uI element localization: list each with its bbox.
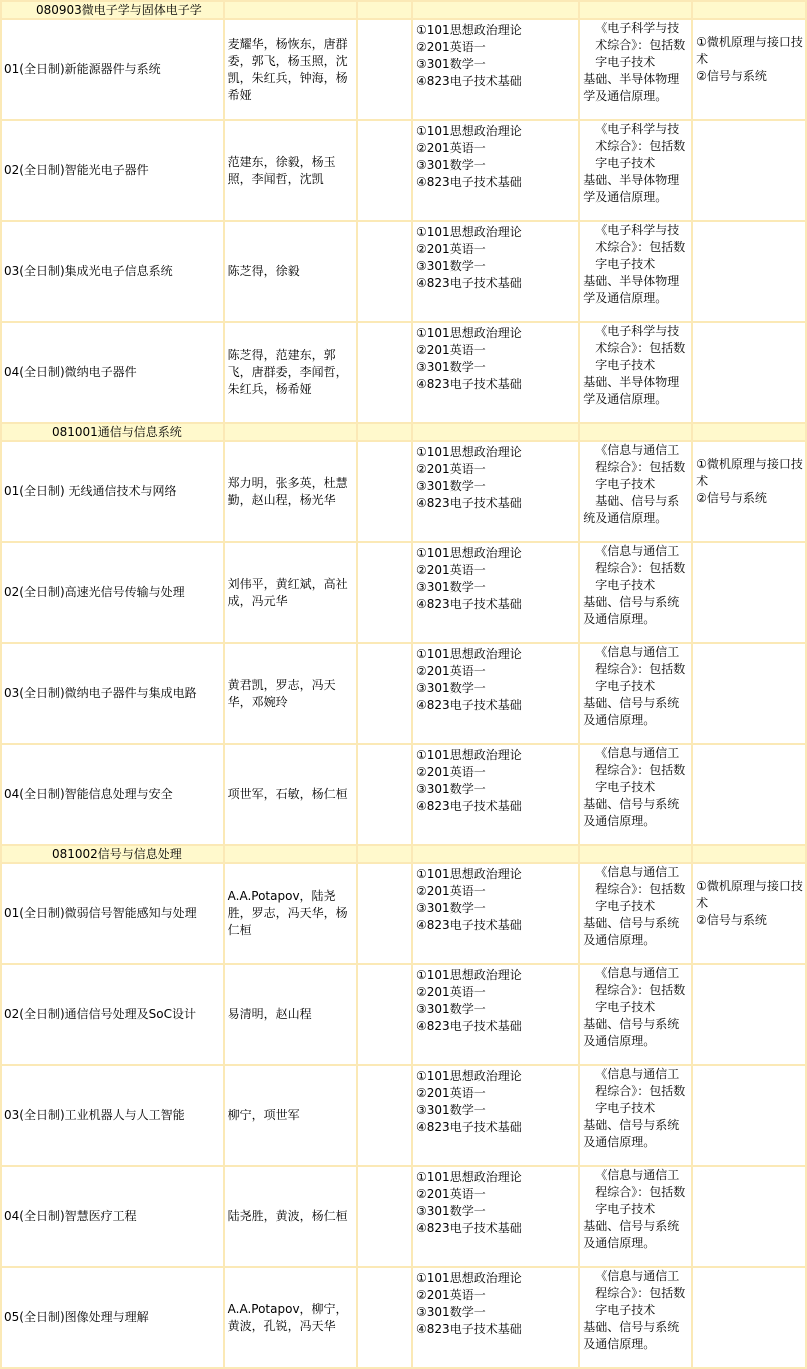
section-header-row bbox=[2, 2, 805, 18]
advisors: 黄君凯，罗志，冯天华，邓婉玲 bbox=[225, 644, 356, 743]
exam-scope-text: 基础、半导体物理学及通信原理。 bbox=[583, 173, 680, 204]
exam-subject: ①101思想政治理论 bbox=[416, 124, 522, 138]
exam-scope-text: 基础、信号与系统及通信原理。 bbox=[583, 1017, 680, 1048]
exam-scope bbox=[580, 745, 691, 844]
retest-subject: ①微机原理与接口技术 bbox=[696, 879, 803, 910]
exam-subject: ①101思想政治理论 bbox=[416, 1170, 522, 1184]
exam-scope-text: 《信息与通信工程综合》：包括数字电子技术 bbox=[595, 1067, 686, 1115]
exam-subject: ④823电子技术基础 bbox=[416, 377, 522, 391]
exam-subject: ③301数学一 bbox=[416, 782, 486, 796]
exam-subject: ①101思想政治理论 bbox=[416, 225, 522, 239]
exam-scope bbox=[580, 20, 691, 119]
table-row bbox=[2, 442, 805, 541]
table-row bbox=[2, 121, 805, 220]
advisors: A.A.Potapov，陆尧胜，罗志，冯天华，杨仁桓 bbox=[225, 864, 356, 963]
section-blank-cell bbox=[580, 846, 691, 862]
retest-subjects bbox=[693, 222, 805, 321]
blank-cell bbox=[358, 1066, 411, 1165]
exam-scope-text: 基础、信号与系统及通信原理。 bbox=[583, 1320, 680, 1351]
exam-subjects bbox=[413, 323, 578, 422]
exam-subject: ①101思想政治理论 bbox=[416, 23, 522, 37]
section-title: 081001通信与信息系统 bbox=[2, 424, 223, 440]
exam-subject: ②201英语一 bbox=[416, 141, 486, 155]
section-blank-cell bbox=[693, 2, 805, 18]
table-row bbox=[2, 745, 805, 844]
table-row bbox=[2, 1268, 805, 1367]
exam-subject: ①101思想政治理论 bbox=[416, 748, 522, 762]
retest-subjects bbox=[693, 121, 805, 220]
exam-scope bbox=[580, 1066, 691, 1165]
exam-scope-text: 《电子科学与技术综合》：包括数字电子技术 bbox=[595, 21, 686, 69]
exam-scope-text: 《信息与通信工程综合》：包括数字电子技术 bbox=[595, 443, 686, 491]
exam-subject: ①101思想政治理论 bbox=[416, 546, 522, 560]
exam-subjects bbox=[413, 20, 578, 119]
section-blank-cell bbox=[225, 846, 356, 862]
exam-subject: ①101思想政治理论 bbox=[416, 968, 522, 982]
exam-scope-text: 基础、信号与系统及通信原理。 bbox=[583, 916, 680, 947]
exam-scope-text: 《信息与通信工程综合》：包括数字电子技术 bbox=[595, 966, 686, 1014]
retest-subjects bbox=[693, 1066, 805, 1165]
research-direction: 03(全日制)集成光电子信息系统 bbox=[2, 222, 223, 321]
section-blank-cell bbox=[358, 424, 411, 440]
table-body bbox=[2, 2, 805, 1367]
exam-scope bbox=[580, 1268, 691, 1367]
exam-scope-text: 《信息与通信工程综合》：包括数字电子技术 bbox=[595, 746, 686, 794]
table-row bbox=[2, 644, 805, 743]
blank-cell bbox=[358, 864, 411, 963]
exam-scope-text: 基础、信号与系统及通信原理。 bbox=[583, 595, 680, 626]
retest-subject: ②信号与系统 bbox=[696, 913, 767, 927]
exam-subject: ③301数学一 bbox=[416, 580, 486, 594]
exam-subject: ①101思想政治理论 bbox=[416, 1271, 522, 1285]
exam-subject: ④823电子技术基础 bbox=[416, 1120, 522, 1134]
section-blank-cell bbox=[413, 846, 578, 862]
exam-subjects bbox=[413, 121, 578, 220]
advisors: 郑力明，张多英，杜慧勤，赵山程，杨光华 bbox=[225, 442, 356, 541]
blank-cell bbox=[358, 745, 411, 844]
exam-subject: ③301数学一 bbox=[416, 360, 486, 374]
exam-scope-text: 基础、信号与系统及通信原理。 bbox=[583, 1118, 680, 1149]
research-direction: 01(全日制) 无线通信技术与网络 bbox=[2, 442, 223, 541]
exam-subjects bbox=[413, 1066, 578, 1165]
exam-scope-text: 基础、信号与系统及通信原理。 bbox=[583, 797, 680, 828]
section-title: 080903微电子学与固体电子学 bbox=[2, 2, 223, 18]
exam-subjects bbox=[413, 644, 578, 743]
exam-subject: ④823电子技术基础 bbox=[416, 799, 522, 813]
exam-subjects bbox=[413, 1167, 578, 1266]
advisors: 陈芝得，范建东，郭飞，唐群委，李闻哲，朱红兵，杨希娅 bbox=[225, 323, 356, 422]
section-blank-cell bbox=[225, 2, 356, 18]
exam-subject: ④823电子技术基础 bbox=[416, 698, 522, 712]
exam-subject: ②201英语一 bbox=[416, 343, 486, 357]
advisors: 柳宁，项世军 bbox=[225, 1066, 356, 1165]
blank-cell bbox=[358, 222, 411, 321]
section-header-row bbox=[2, 846, 805, 862]
exam-subject: ③301数学一 bbox=[416, 479, 486, 493]
section-header-row bbox=[2, 424, 805, 440]
exam-scope-text: 基础、信号与系统及通信原理。 bbox=[583, 696, 680, 727]
retest-subjects bbox=[693, 442, 805, 541]
blank-cell bbox=[358, 644, 411, 743]
section-blank-cell bbox=[413, 2, 578, 18]
section-blank-cell bbox=[580, 2, 691, 18]
table-row bbox=[2, 222, 805, 321]
research-direction: 04(全日制)微纳电子器件 bbox=[2, 323, 223, 422]
exam-scope-text: 基础、半导体物理学及通信原理。 bbox=[583, 274, 680, 305]
research-direction: 03(全日制)工业机器人与人工智能 bbox=[2, 1066, 223, 1165]
exam-scope-text: 《信息与通信工程综合》：包括数字电子技术 bbox=[595, 1269, 686, 1317]
research-direction: 04(全日制)智能信息处理与安全 bbox=[2, 745, 223, 844]
exam-scope-text: 基础、半导体物理学及通信原理。 bbox=[583, 72, 680, 103]
research-direction: 01(全日制)新能源器件与系统 bbox=[2, 20, 223, 119]
research-direction: 02(全日制)通信信号处理及SoC设计 bbox=[2, 965, 223, 1064]
exam-subjects bbox=[413, 745, 578, 844]
retest-subject: ②信号与系统 bbox=[696, 491, 767, 505]
blank-cell bbox=[358, 1167, 411, 1266]
exam-scope-text: 基础、半导体物理学及通信原理。 bbox=[583, 375, 680, 406]
exam-scope-text: 基础、信号与系统及通信原理。 bbox=[583, 1219, 680, 1250]
advisors: 范建东，徐毅，杨玉照，李闻哲，沈凯 bbox=[225, 121, 356, 220]
advisors: 刘伟平，黄红斌，高社成，冯元华 bbox=[225, 543, 356, 642]
exam-subject: ④823电子技术基础 bbox=[416, 1322, 522, 1336]
exam-subject: ②201英语一 bbox=[416, 242, 486, 256]
retest-subjects bbox=[693, 965, 805, 1064]
retest-subjects bbox=[693, 644, 805, 743]
exam-subject: ②201英语一 bbox=[416, 563, 486, 577]
exam-scope bbox=[580, 1167, 691, 1266]
exam-scope-text: 《电子科学与技术综合》：包括数字电子技术 bbox=[595, 324, 686, 372]
section-blank-cell bbox=[693, 424, 805, 440]
exam-scope bbox=[580, 644, 691, 743]
exam-scope bbox=[580, 864, 691, 963]
exam-subject: ①101思想政治理论 bbox=[416, 445, 522, 459]
section-blank-cell bbox=[358, 2, 411, 18]
exam-scope bbox=[580, 965, 691, 1064]
retest-subjects bbox=[693, 1268, 805, 1367]
exam-scope bbox=[580, 442, 691, 541]
exam-subject: ①101思想政治理论 bbox=[416, 647, 522, 661]
research-direction: 04(全日制)智慧医疗工程 bbox=[2, 1167, 223, 1266]
exam-subject: ③301数学一 bbox=[416, 901, 486, 915]
section-title: 081002信号与信息处理 bbox=[2, 846, 223, 862]
table-row bbox=[2, 1167, 805, 1266]
exam-subject: ③301数学一 bbox=[416, 259, 486, 273]
retest-subjects bbox=[693, 864, 805, 963]
table-row bbox=[2, 543, 805, 642]
research-direction: 01(全日制)微弱信号智能感知与处理 bbox=[2, 864, 223, 963]
retest-subjects bbox=[693, 323, 805, 422]
exam-subject: ②201英语一 bbox=[416, 1288, 486, 1302]
research-direction: 02(全日制)高速光信号传输与处理 bbox=[2, 543, 223, 642]
section-blank-cell bbox=[358, 846, 411, 862]
blank-cell bbox=[358, 1268, 411, 1367]
retest-subjects bbox=[693, 543, 805, 642]
exam-subject: ②201英语一 bbox=[416, 1187, 486, 1201]
exam-subjects bbox=[413, 864, 578, 963]
table-row bbox=[2, 20, 805, 119]
section-blank-cell bbox=[225, 424, 356, 440]
section-blank-cell bbox=[580, 424, 691, 440]
retest-subject: ②信号与系统 bbox=[696, 69, 767, 83]
exam-scope-text: 《信息与通信工程综合》：包括数字电子技术 bbox=[595, 1168, 686, 1216]
exam-scope-text: 《电子科学与技术综合》：包括数字电子技术 bbox=[595, 122, 686, 170]
blank-cell bbox=[358, 323, 411, 422]
section-blank-cell bbox=[413, 424, 578, 440]
advisors: 陈芝得，徐毅 bbox=[225, 222, 356, 321]
exam-subjects bbox=[413, 222, 578, 321]
exam-subject: ④823电子技术基础 bbox=[416, 74, 522, 88]
exam-subjects bbox=[413, 1268, 578, 1367]
exam-subject: ①101思想政治理论 bbox=[416, 867, 522, 881]
exam-subject: ③301数学一 bbox=[416, 57, 486, 71]
exam-subject: ①101思想政治理论 bbox=[416, 326, 522, 340]
blank-cell bbox=[358, 965, 411, 1064]
table-row bbox=[2, 965, 805, 1064]
research-direction: 05(全日制)图像处理与理解 bbox=[2, 1268, 223, 1367]
exam-subject: ②201英语一 bbox=[416, 1086, 486, 1100]
research-direction: 02(全日制)智能光电子器件 bbox=[2, 121, 223, 220]
exam-subject: ④823电子技术基础 bbox=[416, 276, 522, 290]
exam-subjects bbox=[413, 442, 578, 541]
exam-subject: ④823电子技术基础 bbox=[416, 1221, 522, 1235]
exam-subject: ③301数学一 bbox=[416, 158, 486, 172]
table-row bbox=[2, 323, 805, 422]
exam-scope bbox=[580, 222, 691, 321]
exam-subject: ③301数学一 bbox=[416, 1103, 486, 1117]
section-blank-cell bbox=[693, 846, 805, 862]
advisors: 麦耀华，杨恢东，唐群委，郭飞，杨玉照，沈凯，朱红兵，钟海，杨希娅 bbox=[225, 20, 356, 119]
exam-subject: ④823电子技术基础 bbox=[416, 1019, 522, 1033]
exam-subject: ④823电子技术基础 bbox=[416, 496, 522, 510]
advisors: 陆尧胜，黄波，杨仁桓 bbox=[225, 1167, 356, 1266]
retest-subject: ①微机原理与接口技术 bbox=[696, 35, 803, 66]
research-direction: 03(全日制)微纳电子器件与集成电路 bbox=[2, 644, 223, 743]
exam-scope bbox=[580, 323, 691, 422]
exam-subject: ②201英语一 bbox=[416, 765, 486, 779]
advisors: 易清明，赵山程 bbox=[225, 965, 356, 1064]
blank-cell bbox=[358, 442, 411, 541]
exam-subject: ③301数学一 bbox=[416, 1204, 486, 1218]
exam-scope-text: 《信息与通信工程综合》：包括数字电子技术 bbox=[595, 645, 686, 693]
retest-subjects bbox=[693, 1167, 805, 1266]
blank-cell bbox=[358, 121, 411, 220]
exam-scope-text: 基础、信号与系统及通信原理。 bbox=[583, 494, 680, 525]
advisors: 项世军，石敏，杨仁桓 bbox=[225, 745, 356, 844]
exam-subject: ②201英语一 bbox=[416, 40, 486, 54]
exam-subject: ②201英语一 bbox=[416, 985, 486, 999]
blank-cell bbox=[358, 20, 411, 119]
exam-subject: ③301数学一 bbox=[416, 1002, 486, 1016]
exam-subject: ④823电子技术基础 bbox=[416, 597, 522, 611]
exam-subject: ④823电子技术基础 bbox=[416, 175, 522, 189]
exam-scope-text: 《信息与通信工程综合》：包括数字电子技术 bbox=[595, 865, 686, 913]
table-row bbox=[2, 864, 805, 963]
exam-subject: ②201英语一 bbox=[416, 664, 486, 678]
exam-scope bbox=[580, 121, 691, 220]
exam-scope bbox=[580, 543, 691, 642]
retest-subjects bbox=[693, 745, 805, 844]
exam-subject: ②201英语一 bbox=[416, 884, 486, 898]
exam-subject: ③301数学一 bbox=[416, 1305, 486, 1319]
retest-subject: ①微机原理与接口技术 bbox=[696, 457, 803, 488]
advisors: A.A.Potapov，柳宁，黄波，孔锐，冯天华 bbox=[225, 1268, 356, 1367]
exam-subjects bbox=[413, 543, 578, 642]
exam-subject: ①101思想政治理论 bbox=[416, 1069, 522, 1083]
exam-subject: ④823电子技术基础 bbox=[416, 918, 522, 932]
exam-subject: ②201英语一 bbox=[416, 462, 486, 476]
retest-subjects bbox=[693, 20, 805, 119]
blank-cell bbox=[358, 543, 411, 642]
exam-subjects bbox=[413, 965, 578, 1064]
exam-scope-text: 《信息与通信工程综合》：包括数字电子技术 bbox=[595, 544, 686, 592]
exam-subject: ③301数学一 bbox=[416, 681, 486, 695]
table-row bbox=[2, 1066, 805, 1165]
exam-scope-text: 《电子科学与技术综合》：包括数字电子技术 bbox=[595, 223, 686, 271]
